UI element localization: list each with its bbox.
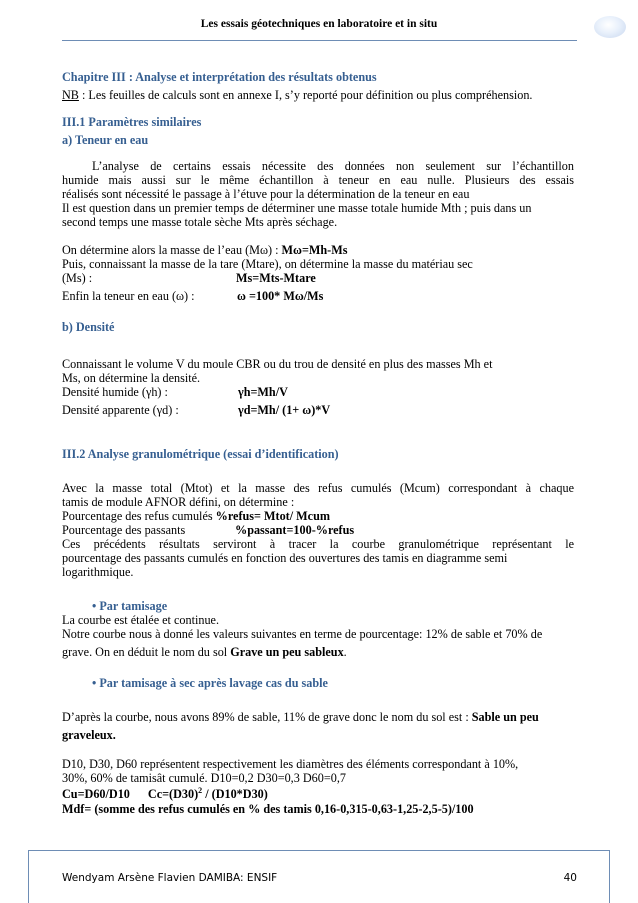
diameter-line-2: 30%, 60% de tamisât cumulé. D10=0,2 D30=0,3 D60=0,7	[62, 771, 346, 785]
mass-dry-text: (Ms) :	[62, 271, 93, 285]
mass-dry-formula: Ms=Mts-Mtare	[236, 271, 316, 285]
passant-formula: %passant=100-%refus	[235, 523, 355, 537]
dry-density-formula: γd=Mh/ (1+ ω)*V	[238, 403, 331, 417]
wet-density-formula: γh=Mh/V	[238, 385, 288, 399]
refus-formula: %refus= Mtot/ Mcum	[215, 509, 331, 523]
paragraph-line: humide mais aussi sur le même échantillon à teneur en eau nulle. Plusieurs des essais	[62, 173, 574, 187]
cc-exponent: 2	[198, 785, 203, 795]
mass-water-formula: Mω=Mh-Ms	[281, 243, 348, 257]
soil-name-1: Grave un peu sableux	[230, 645, 344, 659]
bullet-dot-icon: •	[92, 676, 97, 690]
footer	[62, 872, 577, 884]
passant-text: Pourcentage des passants	[62, 523, 186, 537]
refus-line	[62, 509, 330, 523]
footer-author: Wendyam Arsène Flavien DAMIBA: ENSIF	[62, 872, 278, 884]
header-rule	[62, 40, 577, 41]
bullet-tamisage-label: Par tamisage	[99, 599, 168, 613]
bullet-tamisage	[92, 599, 167, 613]
section-title-3-1: III.1 Paramètres similaires	[62, 115, 202, 129]
coefficients-line	[62, 787, 268, 801]
tamisage-line-1: La courbe est étalée et continue.	[62, 613, 220, 627]
paragraph-line: Il est question dans un premier temps de déterminer une masse totale humide Mth ; puis dans un	[62, 201, 532, 215]
footer-left-border	[28, 850, 29, 903]
density-line-1: Connaissant le volume V du moule CBR ou du trou de densité en plus des masses Mh et	[62, 357, 493, 371]
diameter-line-1: D10, D30, D60 représentent respectivement les diamètres des éléments correspondant à 10%,	[62, 757, 519, 771]
bullet-tamisage-sec	[92, 676, 328, 690]
nb-text: : Les feuilles de calculs sont en annexe I, s’y reporté pour définition ou plus compréhension.	[78, 88, 533, 102]
cu-formula: Cu=D60/D10	[62, 787, 130, 801]
mass-dry-line-2	[62, 271, 316, 285]
mass-water-line	[62, 243, 348, 257]
grain-line-4: pourcentage des passants cumulés en fonction des ouvertures des tamis en diagramme semi	[62, 551, 508, 565]
grain-line-3: Ces précédents résultats serviront à tracer la courbe granulométrique représentant le	[62, 537, 574, 551]
mass-dry-line-1: Puis, connaissant la masse de la tare (Mtare), on détermine la masse du matériau sec	[62, 257, 473, 271]
tamisage-period: .	[343, 645, 347, 659]
dry-density-line	[62, 403, 331, 417]
nb-label: NB	[62, 88, 79, 102]
dry-density-text: Densité apparente (γd) :	[62, 403, 179, 417]
cc-formula-a: Cc=(D30)	[147, 787, 199, 801]
paragraph-line: réalisés sont nécessité le passage à l’étuve pour la détermination de la teneur en eau	[62, 187, 470, 201]
page-number: 40	[563, 872, 577, 884]
footer-right-border	[609, 850, 610, 903]
tamisage-text: grave. On en déduit le nom du sol	[62, 645, 231, 659]
wet-density-text: Densité humide (γh) :	[62, 385, 168, 399]
density-line-2: Ms, on détermine la densité.	[62, 371, 201, 385]
running-header: Les essais géotechniques en laboratoire et in situ	[200, 18, 438, 30]
footer-rule	[28, 850, 610, 851]
grain-line-1: Avec la masse total (Mtot) et la masse des refus cumulés (Mcum) correspondant à chaque	[62, 481, 574, 495]
mass-water-text: On détermine alors la masse de l’eau (Mω) :	[62, 243, 282, 257]
nb-note	[62, 88, 532, 102]
subsection-title-teneur: a) Teneur en eau	[62, 133, 149, 147]
refus-text: Pourcentage des refus cumulés	[62, 509, 216, 523]
wet-density-line	[62, 385, 288, 399]
soil-name-2a: Sable un peu	[471, 710, 539, 724]
grain-line-2: tamis de module AFNOR défini, on détermine :	[62, 495, 295, 509]
chapter-title: Chapitre III : Analyse et interprétation des résultats obtenus	[62, 70, 377, 84]
paragraph-line: L’analyse de certains essais nécessite des données non seulement sur l’échantillon	[92, 159, 574, 173]
bullet-tamisage-sec-label: Par tamisage à sec après lavage cas du sable	[99, 676, 328, 690]
water-content-formula: ω =100* Mω/Ms	[237, 289, 324, 303]
cc-formula-b: / (D10*D30)	[202, 787, 268, 801]
subsection-title-densite: b) Densité	[62, 320, 115, 334]
water-content-text: Enfin la teneur en eau (ω) :	[62, 289, 195, 303]
passant-line	[62, 523, 355, 537]
tamisage-line-3	[62, 645, 347, 659]
bullet-dot-icon: •	[92, 599, 97, 613]
water-content-line	[62, 289, 324, 303]
soil-name-2b: graveleux.	[62, 728, 116, 742]
mdf-formula: Mdf= (somme des refus cumulés en % des tamis 0,16-0,315-0,63-1,25-2,5-5)/100	[62, 802, 474, 816]
section-title-3-2: III.2 Analyse granulométrique (essai d’identification)	[62, 447, 339, 461]
sable-text: D’après la courbe, nous avons 89% de sable, 11% de grave donc le nom du sol est :	[62, 710, 472, 724]
header-decoration	[594, 16, 626, 38]
tamisage-line-2: Notre courbe nous à donné les valeurs suivantes en terme de pourcentage: 12% de sable et 70% de	[62, 627, 543, 641]
sable-line-1	[62, 710, 539, 724]
grain-line-5: logarithmique.	[62, 565, 134, 579]
paragraph-line: second temps une masse totale sèche Mts après séchage.	[62, 215, 338, 229]
